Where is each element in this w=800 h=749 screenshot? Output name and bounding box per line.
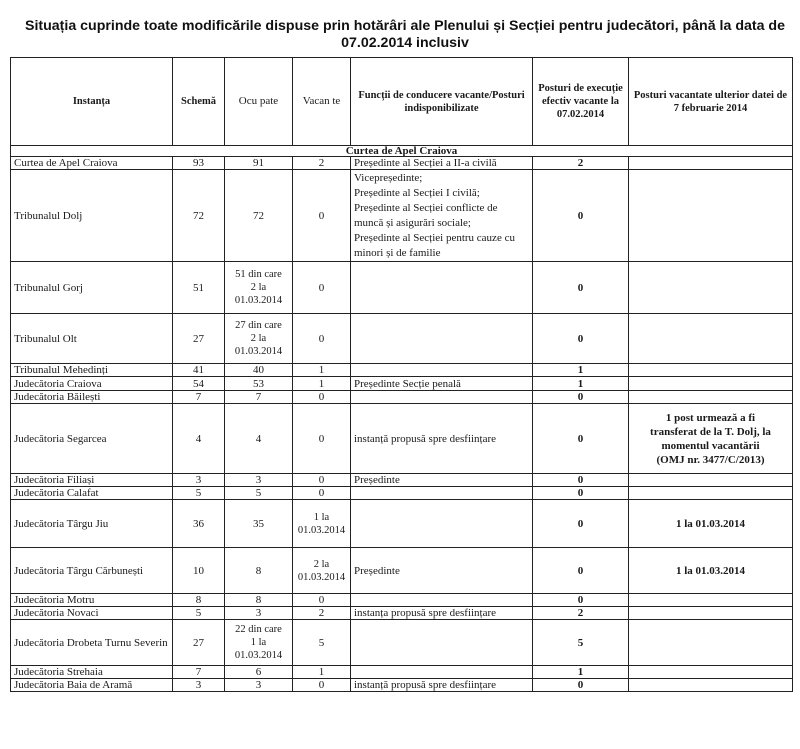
executie-cell: 0 bbox=[533, 262, 629, 314]
executie-cell: 1 bbox=[533, 666, 629, 679]
ulterior-cell-line: transferat de la T. Dolj, la bbox=[650, 425, 771, 438]
table-row bbox=[11, 594, 793, 607]
ocupate-cell: 53 bbox=[225, 377, 293, 391]
ulterior-cell bbox=[629, 620, 793, 666]
ulterior-cell bbox=[629, 679, 793, 692]
vacante-cell-line: 2 la bbox=[313, 558, 330, 570]
table-row bbox=[11, 474, 793, 487]
executie-cell: 0 bbox=[533, 391, 629, 404]
ulterior-cell bbox=[629, 364, 793, 377]
ulterior-cell bbox=[629, 391, 793, 404]
header-posturi-ulterior: Posturi vacantate ulterior datei de 7 februarie 2014 bbox=[629, 58, 793, 146]
instanta-cell: Judecătoria Motru bbox=[11, 594, 173, 607]
ocupate-cell: 5 bbox=[225, 487, 293, 500]
ocupate-cell: 4 bbox=[225, 404, 293, 474]
executie-cell: 0 bbox=[533, 487, 629, 500]
instanta-cell: Tribunalul Olt bbox=[11, 314, 173, 364]
table-row bbox=[11, 500, 793, 548]
vacante-cell: 2 bbox=[293, 607, 351, 620]
table-row bbox=[11, 364, 793, 377]
table-row bbox=[11, 487, 793, 500]
functii-cell bbox=[351, 500, 533, 548]
section-title: Curtea de Apel Craiova bbox=[11, 146, 793, 157]
table-row bbox=[11, 620, 793, 666]
schema-cell: 5 bbox=[173, 607, 225, 620]
ocupate-cell-line: 27 din care bbox=[235, 320, 282, 331]
table-row bbox=[11, 679, 793, 692]
instanta-cell: Judecătoria Segarcea bbox=[11, 404, 173, 474]
executie-cell: 1 bbox=[533, 364, 629, 377]
instanta-cell: Judecătoria Drobeta Turnu Severin bbox=[11, 620, 173, 666]
ulterior-cell-line: (OMJ nr. 3477/C/2013) bbox=[656, 453, 765, 466]
schema-cell: 3 bbox=[173, 679, 225, 692]
schema-cell: 27 bbox=[173, 314, 225, 364]
ulterior-cell bbox=[629, 170, 793, 262]
ulterior-cell bbox=[629, 474, 793, 487]
vacante-cell-line: 1 la bbox=[313, 511, 330, 523]
ulterior-cell bbox=[629, 487, 793, 500]
functii-cell: instanță propusă spre desființare bbox=[351, 679, 533, 692]
table-row bbox=[11, 391, 793, 404]
instanta-cell: Tribunalul Dolj bbox=[11, 170, 173, 262]
ulterior-cell bbox=[629, 607, 793, 620]
schema-cell: 7 bbox=[173, 666, 225, 679]
ocupate-cell-line: 2 la bbox=[250, 333, 267, 344]
table-row bbox=[11, 377, 793, 391]
vacante-cell: 1 bbox=[293, 666, 351, 679]
instanta-cell: Judecătoria Novaci bbox=[11, 607, 173, 620]
instanta-cell: Judecătoria Băilești bbox=[11, 391, 173, 404]
functii-cell bbox=[351, 170, 533, 262]
schema-cell: 8 bbox=[173, 594, 225, 607]
vacante-cell-line: 01.03.2014 bbox=[297, 524, 346, 536]
functii-cell: Președinte al Secției a II-a civilă bbox=[351, 157, 533, 170]
executie-cell: 0 bbox=[533, 314, 629, 364]
ocupate-cell: 72 bbox=[225, 170, 293, 262]
ulterior-cell bbox=[629, 666, 793, 679]
vacante-cell: 0 bbox=[293, 404, 351, 474]
table-row bbox=[11, 607, 793, 620]
ocupate-cell-line: 22 din care bbox=[235, 624, 282, 635]
schema-cell: 3 bbox=[173, 474, 225, 487]
executie-cell: 1 bbox=[533, 377, 629, 391]
ulterior-cell-line: momentul vacantării bbox=[661, 439, 760, 452]
instanta-cell: Tribunalul Gorj bbox=[11, 262, 173, 314]
document-title: Situația cuprinde toate modificările dispuse prin hotărâri ale Plenului și Secției pentru judecători, până la data de 07.02.2014 inclusiv bbox=[24, 18, 785, 51]
executie-cell: 0 bbox=[533, 404, 629, 474]
functii-cell-line: Președinte al Secției conflicte de muncă și asigurări sociale; bbox=[354, 201, 498, 229]
ocupate-cell bbox=[225, 620, 293, 666]
functii-cell-line: Vicepreședinte; bbox=[354, 171, 423, 184]
functii-cell bbox=[351, 620, 533, 666]
ocupate-cell-line: 51 din care bbox=[235, 269, 282, 280]
executie-cell: 0 bbox=[533, 474, 629, 487]
header-vacante: Vacan te bbox=[293, 58, 351, 146]
table-row bbox=[11, 548, 793, 594]
vacante-cell: 0 bbox=[293, 474, 351, 487]
ocupate-cell: 8 bbox=[225, 594, 293, 607]
functii-cell: Președinte bbox=[351, 548, 533, 594]
vacante-cell bbox=[293, 500, 351, 548]
vacancy-table bbox=[10, 57, 793, 692]
functii-cell bbox=[351, 594, 533, 607]
instanta-cell: Judecătoria Târgu Jiu bbox=[11, 500, 173, 548]
header-functii: Funcții de conducere vacante/Posturi indisponibilizate bbox=[351, 58, 533, 146]
ulterior-cell: 1 la 01.03.2014 bbox=[629, 500, 793, 548]
vacante-cell: 0 bbox=[293, 262, 351, 314]
ulterior-cell bbox=[629, 377, 793, 391]
executie-cell: 2 bbox=[533, 157, 629, 170]
vacante-cell: 0 bbox=[293, 679, 351, 692]
vacante-cell: 0 bbox=[293, 170, 351, 262]
instanta-cell: Judecătoria Târgu Cărbunești bbox=[11, 548, 173, 594]
executie-cell: 0 bbox=[533, 548, 629, 594]
ocupate-cell bbox=[225, 262, 293, 314]
functii-cell bbox=[351, 314, 533, 364]
table-row bbox=[11, 404, 793, 474]
table-row bbox=[11, 157, 793, 170]
vacante-cell: 5 bbox=[293, 620, 351, 666]
schema-cell: 36 bbox=[173, 500, 225, 548]
ocupate-cell: 7 bbox=[225, 391, 293, 404]
executie-cell: 5 bbox=[533, 620, 629, 666]
schema-cell: 51 bbox=[173, 262, 225, 314]
schema-cell: 93 bbox=[173, 157, 225, 170]
functii-cell bbox=[351, 391, 533, 404]
functii-cell-line: Președinte al Secției I civilă; bbox=[354, 186, 480, 199]
functii-cell: instanță propusă spre desființare bbox=[351, 404, 533, 474]
vacante-cell: 2 bbox=[293, 157, 351, 170]
header-ocupate: Ocu pate bbox=[225, 58, 293, 146]
functii-cell bbox=[351, 666, 533, 679]
vacante-cell: 1 bbox=[293, 364, 351, 377]
functii-cell-line: Președinte al Secției pentru cauze cu minori și de familie bbox=[354, 231, 515, 259]
ocupate-cell bbox=[225, 314, 293, 364]
functii-cell: Președinte Secție penală bbox=[351, 377, 533, 391]
functii-cell bbox=[351, 364, 533, 377]
executie-cell: 2 bbox=[533, 607, 629, 620]
ocupate-cell-line: 01.03.2014 bbox=[234, 295, 283, 306]
ocupate-cell: 40 bbox=[225, 364, 293, 377]
ocupate-cell: 35 bbox=[225, 500, 293, 548]
ocupate-cell-line: 2 la bbox=[250, 282, 267, 293]
executie-cell: 0 bbox=[533, 500, 629, 548]
instanta-cell: Judecătoria Craiova bbox=[11, 377, 173, 391]
vacante-cell: 0 bbox=[293, 594, 351, 607]
executie-cell: 0 bbox=[533, 679, 629, 692]
vacante-cell-line: 01.03.2014 bbox=[297, 571, 346, 583]
executie-cell: 0 bbox=[533, 594, 629, 607]
schema-cell: 10 bbox=[173, 548, 225, 594]
ocupate-cell: 3 bbox=[225, 474, 293, 487]
functii-cell bbox=[351, 487, 533, 500]
executie-cell: 0 bbox=[533, 170, 629, 262]
ulterior-cell bbox=[629, 404, 793, 474]
ulterior-cell bbox=[629, 262, 793, 314]
schema-cell: 27 bbox=[173, 620, 225, 666]
schema-cell: 5 bbox=[173, 487, 225, 500]
ocupate-cell-line: 01.03.2014 bbox=[234, 650, 283, 661]
header-instanta: Instanța bbox=[11, 58, 173, 146]
ulterior-cell: 1 la 01.03.2014 bbox=[629, 548, 793, 594]
ocupate-cell-line: 01.03.2014 bbox=[234, 346, 283, 357]
ocupate-cell: 8 bbox=[225, 548, 293, 594]
header-schema: Schemă bbox=[173, 58, 225, 146]
instanta-cell: Judecătoria Strehaia bbox=[11, 666, 173, 679]
schema-cell: 72 bbox=[173, 170, 225, 262]
instanta-cell: Judecătoria Filiași bbox=[11, 474, 173, 487]
ocupate-cell: 3 bbox=[225, 607, 293, 620]
functii-cell: Președinte bbox=[351, 474, 533, 487]
ulterior-cell bbox=[629, 594, 793, 607]
header-posturi-executie: Posturi de execuție efectiv vacante la 07.02.2014 bbox=[533, 58, 629, 146]
ulterior-cell bbox=[629, 314, 793, 364]
schema-cell: 54 bbox=[173, 377, 225, 391]
vacante-cell: 0 bbox=[293, 391, 351, 404]
vacante-cell: 1 bbox=[293, 377, 351, 391]
table-row bbox=[11, 170, 793, 262]
instanta-cell: Tribunalul Mehedinți bbox=[11, 364, 173, 377]
ocupate-cell: 6 bbox=[225, 666, 293, 679]
schema-cell: 41 bbox=[173, 364, 225, 377]
vacante-cell: 0 bbox=[293, 487, 351, 500]
table-row bbox=[11, 314, 793, 364]
instanta-cell: Judecătoria Baia de Aramă bbox=[11, 679, 173, 692]
ocupate-cell: 91 bbox=[225, 157, 293, 170]
table-row bbox=[11, 262, 793, 314]
schema-cell: 4 bbox=[173, 404, 225, 474]
vacante-cell bbox=[293, 548, 351, 594]
section-row bbox=[11, 146, 793, 157]
vacante-cell: 0 bbox=[293, 314, 351, 364]
ulterior-cell bbox=[629, 157, 793, 170]
ocupate-cell-line: 1 la bbox=[250, 637, 267, 648]
functii-cell bbox=[351, 262, 533, 314]
table-row bbox=[11, 666, 793, 679]
instanta-cell: Judecătoria Calafat bbox=[11, 487, 173, 500]
table-header-row bbox=[11, 58, 793, 146]
schema-cell: 7 bbox=[173, 391, 225, 404]
instanta-cell: Curtea de Apel Craiova bbox=[11, 157, 173, 170]
functii-cell: instanța propusă spre desființare bbox=[351, 607, 533, 620]
ulterior-cell-line: 1 post urmează a fi bbox=[665, 411, 756, 424]
ocupate-cell: 3 bbox=[225, 679, 293, 692]
